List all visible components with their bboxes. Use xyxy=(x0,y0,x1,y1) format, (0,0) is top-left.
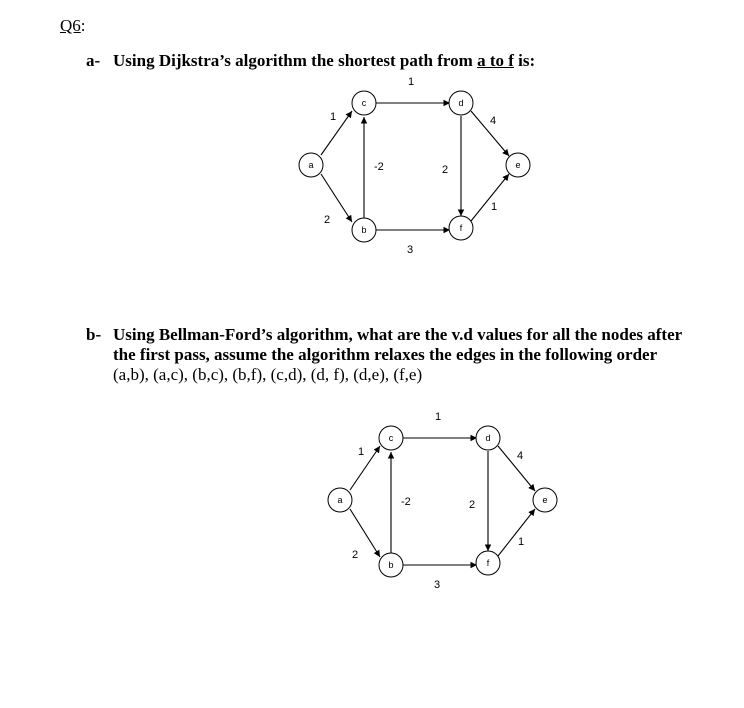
svg-text:a: a xyxy=(308,160,314,170)
svg-text:b: b xyxy=(388,560,394,570)
question-label: Q6 xyxy=(60,16,81,35)
part-b-line-3: (a,b), (a,c), (b,c), (b,f), (c,d), (d, f), (d,e), (f,e) xyxy=(113,365,423,384)
question-colon: : xyxy=(80,16,86,35)
svg-text:f: f xyxy=(486,558,490,568)
part-b-line-1: Using Bellman-Ford’s algorithm, what are the v.d values for all the nodes after xyxy=(113,325,683,344)
weight-f-e: 1 xyxy=(491,201,498,213)
weight-d-f: 2 xyxy=(442,164,449,176)
part-a-text-before: Using Dijkstra’s algorithm the shortest path from xyxy=(113,51,478,70)
edge-a-c xyxy=(350,446,380,490)
part-b-marker: b- xyxy=(86,325,102,344)
weight-c-d: 1 xyxy=(435,411,442,423)
weight-d-e: 4 xyxy=(517,450,524,462)
weight-d-f: 2 xyxy=(469,499,476,511)
weight-b-f: 3 xyxy=(434,579,441,591)
node-c xyxy=(379,426,403,450)
weight-f-e: 1 xyxy=(518,536,525,548)
weight-b-f: 3 xyxy=(407,244,414,256)
svg-text:a: a xyxy=(337,495,343,505)
part-a-underlined: a to f xyxy=(477,51,514,70)
node-b xyxy=(379,553,403,577)
node-a xyxy=(328,488,352,512)
weight-c-d: 1 xyxy=(408,76,415,88)
node-d xyxy=(476,426,500,450)
weight-b-c: -2 xyxy=(401,496,411,508)
edge-f-e xyxy=(498,509,535,556)
part-a-marker: a- xyxy=(86,51,101,70)
svg-text:d: d xyxy=(485,433,491,443)
svg-text:d: d xyxy=(458,98,464,108)
weight-a-b: 2 xyxy=(352,549,359,561)
node-f xyxy=(476,551,500,575)
weight-a-c: 1 xyxy=(330,111,337,123)
node-e xyxy=(533,488,557,512)
weight-a-c: 1 xyxy=(358,446,365,458)
weight-b-c: -2 xyxy=(374,161,384,173)
weight-a-b: 2 xyxy=(324,214,331,226)
svg-text:e: e xyxy=(542,495,548,505)
svg-text:f: f xyxy=(459,223,463,233)
svg-text:c: c xyxy=(388,433,394,443)
part-b-line-2: the first pass, assume the algorithm relaxes the edges in the following order xyxy=(113,345,658,364)
svg-text:e: e xyxy=(515,160,521,170)
part-a-text-after: is: xyxy=(513,51,536,70)
weight-d-e: 4 xyxy=(490,115,497,127)
svg-text:c: c xyxy=(361,98,367,108)
svg-text:b: b xyxy=(361,225,367,235)
